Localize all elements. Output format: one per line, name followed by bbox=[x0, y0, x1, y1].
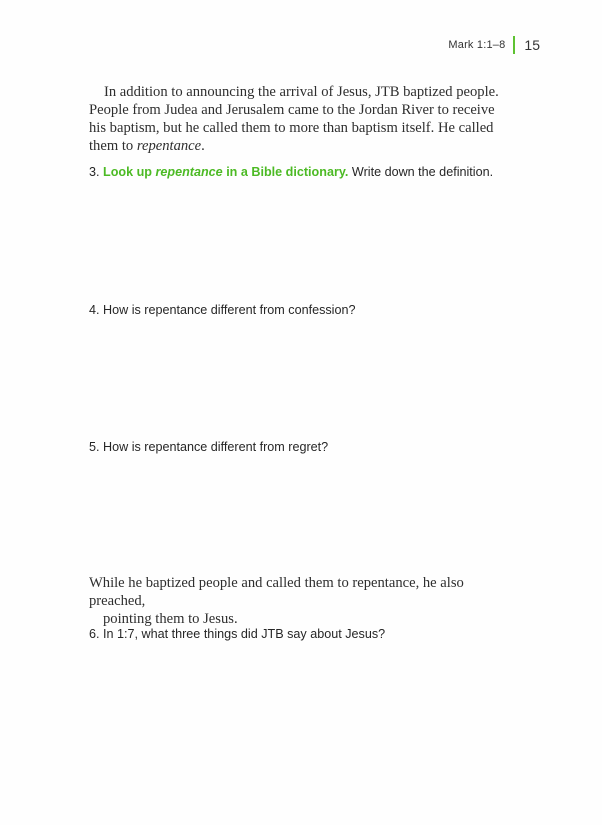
question-3-part1: Look up bbox=[103, 165, 152, 179]
running-head: Mark 1:1–8 bbox=[448, 39, 506, 51]
question-3-part2: in a Bible dictionary. bbox=[226, 165, 349, 179]
intro-paragraph-emphasis: repentance bbox=[136, 138, 202, 154]
question-4: 4. How is repentance different from confession? bbox=[89, 303, 356, 317]
page-header bbox=[448, 36, 540, 54]
question-3-emphasis: repentance bbox=[155, 165, 223, 179]
question-5: 5. How is repentance different from regret? bbox=[89, 440, 329, 454]
question-6: 6. In 1:7, what three things did JTB say about Jesus? bbox=[89, 627, 386, 641]
preaching-paragraph bbox=[89, 574, 519, 628]
intro-paragraph bbox=[89, 83, 509, 155]
question-3 bbox=[89, 165, 493, 179]
preaching-paragraph-line1: While he baptized people and called them to repentance, he also preached, bbox=[89, 575, 464, 609]
header-divider bbox=[513, 36, 515, 54]
preaching-paragraph-line2: pointing them to Jesus. bbox=[103, 611, 238, 627]
question-3-rest: Write down the definition. bbox=[351, 165, 494, 179]
question-3-number: 3. bbox=[89, 165, 100, 179]
question-3-highlight bbox=[103, 165, 348, 179]
intro-paragraph-end: . bbox=[201, 138, 205, 154]
page-number: 15 bbox=[524, 37, 540, 53]
intro-paragraph-text: In addition to announcing the arrival of Jesus, JTB baptized people. People from Judea and Jerusalem came to the Jordan River to receive his baptism, but he called them to more than baptism itself. He called them to bbox=[89, 84, 499, 154]
